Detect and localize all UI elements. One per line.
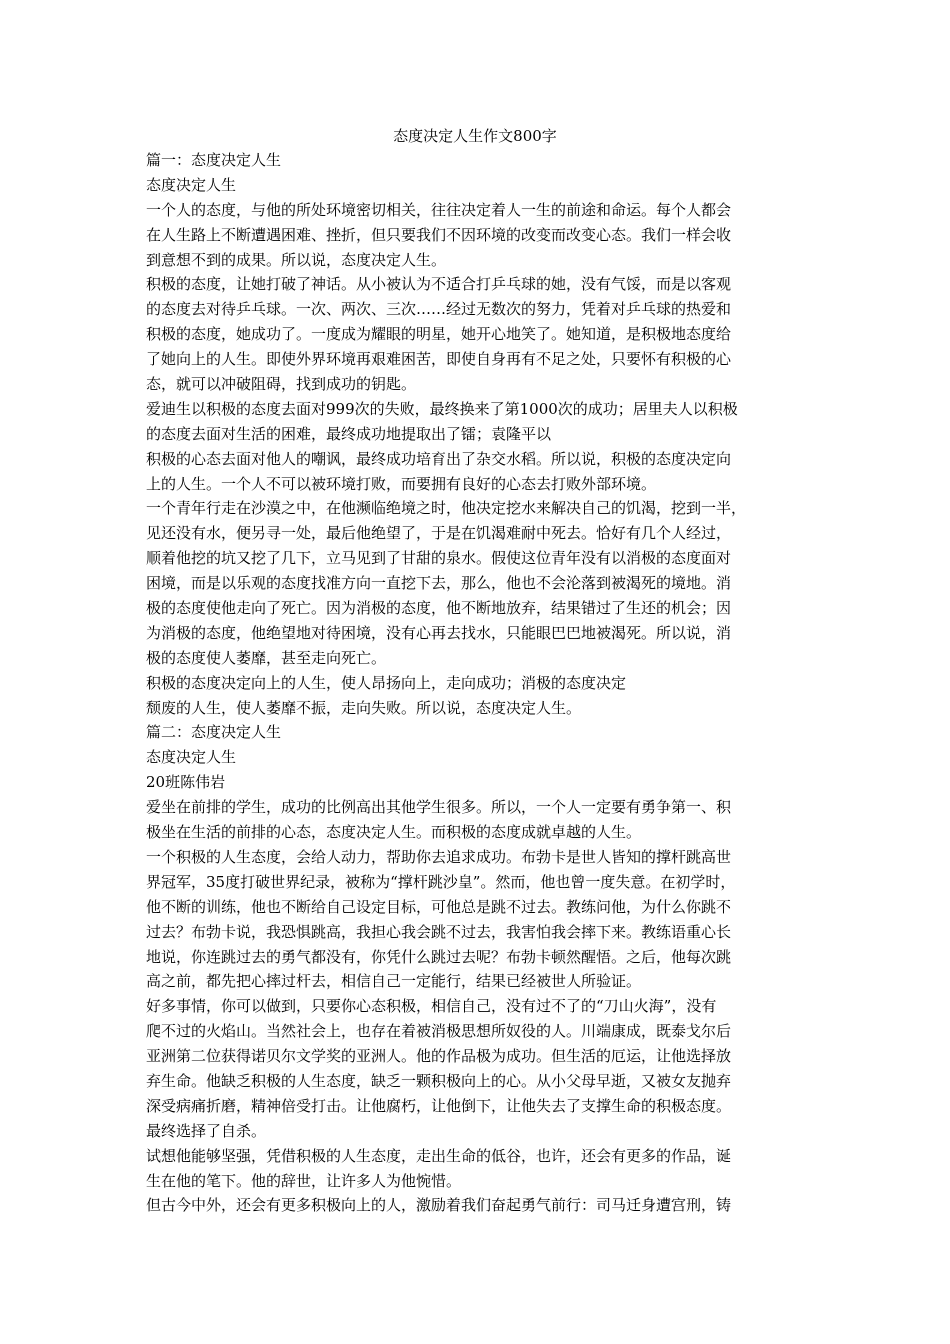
text-line: 篇一：态度决定人生: [146, 151, 282, 169]
text-line: 上的人生。一个人不可以被环境打败，而要拥有良好的心态去打败外部环境。: [146, 474, 657, 493]
text-line: 弃生命。他缺乏积极的人生态度，缺乏一颗积极向上的心。从小父母早逝，又被女友抛弃: [146, 1071, 732, 1090]
text-line: 地说，你连跳过去的勇气都没有，你凭什么跳过去呢？布勃卡顿然醒悟。之后，他每次跳: [146, 947, 732, 966]
text-line: 高之前，都先把心摔过杆去，相信自己一定能行，结果已经被世人所验证。: [146, 972, 642, 991]
text-line: 他不断的训练，他也不断给自己设定目标，可他总是跳不过去。教练问他，为什么你跳不: [146, 897, 732, 916]
text-line: 过去？布勃卡说，我恐惧跳高，我担心我会跳不过去，我害怕我会摔下来。教练语重心长: [146, 922, 732, 941]
text-line: 极的态度使人萎靡，甚至走向死亡。: [146, 648, 387, 667]
document-title: 态度决定人生作文800字: [393, 127, 557, 145]
text-line: 见还没有水，便另寻一处，最后他绝望了，于是在饥渴难耐中死去。恰好有几个人经过，: [146, 524, 732, 543]
text-line: 一个积极的人生态度，会给人动力，帮助你去追求成功。布勃卡是世人皆知的撑杆跳高世: [146, 847, 732, 866]
text-line: 一个人的态度，与他的所处环境密切相关，往往决定着人一生的前途和命运。每个人都会: [146, 200, 732, 219]
text-line: 爬不过的火焰山。当然社会上，也存在着被消极思想所奴役的人。川端康成，既泰戈尔后: [146, 1022, 732, 1041]
text-line: 的态度去对待乒乓球。一次、两次、三次……经过无数次的努力，凭着对乒乓球的热爱和: [146, 300, 732, 319]
text-line: 爱坐在前排的学生，成功的比例高出其他学生很多。所以，一个人一定要有勇争第一、积: [146, 798, 732, 817]
text-line: 积极的态度决定向上的人生，使人昂扬向上，走向成功；消极的态度决定: [146, 673, 627, 692]
text-line: 积极的心态去面对他人的嘲讽，最终成功培育出了杂交水稻。所以说，积极的态度决定向: [146, 449, 732, 468]
text-line: 到意想不到的成果。所以说，态度决定人生。: [146, 250, 447, 269]
text-line: 在人生路上不断遭遇困难、挫折，但只要我们不因环境的改变而改变心态。我们一样会收: [146, 225, 732, 244]
text-line: 态度决定人生: [146, 175, 237, 194]
text-line: 篇二：态度决定人生: [146, 723, 282, 742]
text-line: 亚洲第二位获得诺贝尔文学奖的亚洲人。他的作品极为成功。但生活的厄运，让他选择放: [146, 1047, 732, 1066]
text-line: 极的态度使他走向了死亡。因为消极的态度，他不断地放弃，结果错过了生还的机会；因: [146, 599, 732, 618]
text-line: 的态度去面对生活的困难，最终成功地提取出了镭；袁隆平以: [146, 424, 552, 443]
text-line: 深受病痛折磨，精神倍受打击。让他腐朽，让他倒下，让他失去了支撑生命的积极态度。: [146, 1096, 732, 1115]
text-line: 困境，而是以乐观的态度找准方向一直挖下去，那么，他也不会沦落到被渴死的境地。消: [146, 574, 732, 593]
text-line: 试想他能够坚强，凭借积极的人生态度，走出生命的低谷，也许，还会有更多的作品，诞: [146, 1146, 732, 1165]
text-line: 但古今中外，还会有更多积极向上的人，激励着我们奋起勇气前行：司马迁身遭宫刑，铸: [146, 1196, 732, 1215]
text-line: 了她向上的人生。即使外界环境再艰难困苦，即使自身再有不足之处，只要怀有积极的心: [146, 350, 732, 369]
text-line: 积极的态度，她成功了。一度成为耀眼的明星，她开心地笑了。她知道，是积极地态度给: [146, 325, 732, 344]
text-line: 积极的态度，让她打破了神话。从小被认为不适合打乒乓球的她，没有气馁，而是以客观: [146, 275, 732, 294]
text-line: 态，就可以冲破阻碍，找到成功的钥匙。: [146, 375, 417, 394]
text-line: 好多事情，你可以做到，只要你心态积极，相信自己，没有过不了的“刀山火海”，没有: [146, 997, 717, 1016]
text-line: 最终选择了自杀。: [146, 1121, 267, 1140]
text-line: 顺着他挖的坑又挖了几下，立马见到了甘甜的泉水。假使这位青年没有以消极的态度面对: [146, 549, 732, 568]
text-line: 极坐在生活的前排的心态，态度决定人生。而积极的态度成就卓越的人生。: [146, 823, 642, 842]
document-body: [146, 148, 816, 1218]
text-line: 生在他的笔下。他的辞世，让许多人为他惋惜。: [146, 1171, 462, 1190]
text-line: 一个青年行走在沙漠之中，在他濒临绝境之时，他决定挖水来解决自己的饥渴，挖到一半，: [146, 499, 747, 518]
text-line: 态度决定人生: [146, 748, 237, 767]
text-line: 为消极的态度，他绝望地对待困境，没有心再去找水，只能眼巴巴地被渴死。所以说，消: [146, 623, 732, 642]
text-line: 20班陈伟岩: [146, 773, 226, 792]
text-line: 爱迪生以积极的态度去面对999次的失败，最终换来了第1000次的成功；居里夫人以积极: [146, 399, 738, 418]
text-line: 界冠军，35度打破世界纪录，被称为“撑杆跳沙皇”。然而，他也曾一度失意。在初学时，: [146, 872, 736, 891]
text-line: 颓废的人生，使人萎靡不振，走向失败。所以说，态度决定人生。: [146, 698, 582, 717]
